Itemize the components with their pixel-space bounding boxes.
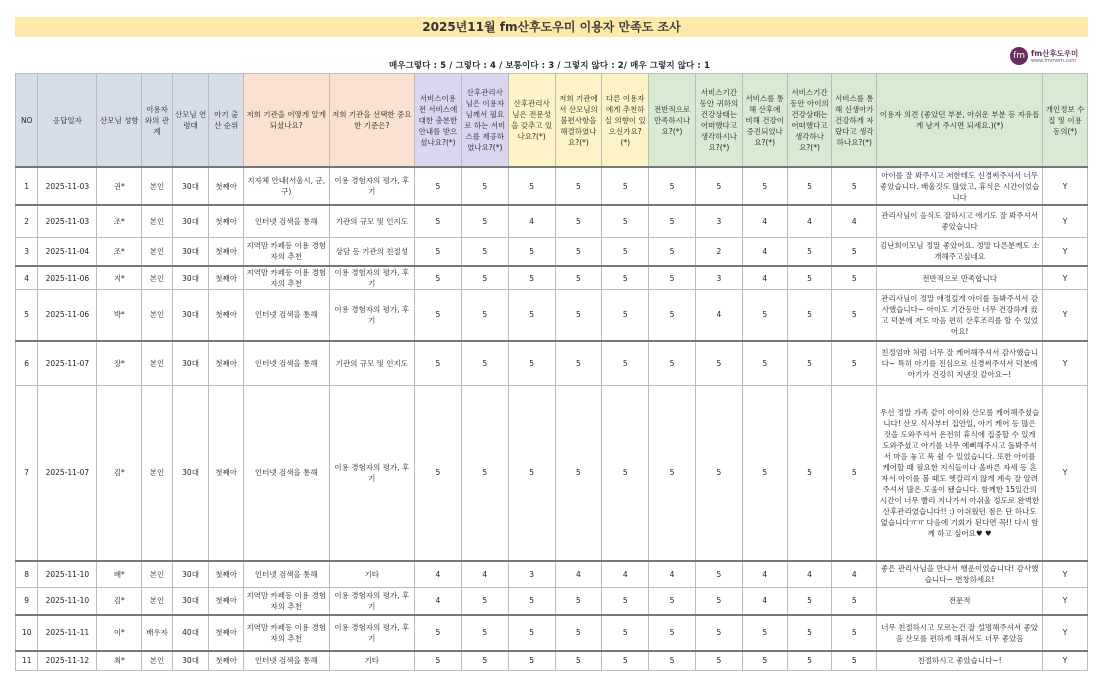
cell-score: 5 <box>602 167 649 205</box>
cell-date: 2025-11-03 <box>38 205 97 237</box>
cell-how-known: 지역맘 카페등 이용 경험자의 추천 <box>243 588 329 615</box>
cell-score: 4 <box>602 561 649 588</box>
cell-birth-order: 첫째아 <box>209 266 244 290</box>
table-row <box>16 561 1088 588</box>
cell-date: 2025-11-07 <box>38 341 97 386</box>
cell-score: 3 <box>695 266 742 290</box>
cell-score: 5 <box>555 341 602 386</box>
header-q5: 다른 이용자에게 추천하실 의향이 있으신가요?(*) <box>602 74 649 168</box>
cell-score: 5 <box>787 386 832 561</box>
cell-score: 5 <box>461 386 508 561</box>
cell-score: 5 <box>649 588 696 615</box>
cell-score: 5 <box>832 588 877 615</box>
cell-score: 5 <box>787 266 832 290</box>
cell-score: 5 <box>415 167 462 205</box>
cell-relation: 본인 <box>142 205 173 237</box>
cell-consent: Y <box>1043 167 1088 205</box>
cell-score: 5 <box>695 386 742 561</box>
cell-score: 5 <box>649 167 696 205</box>
cell-date: 2025-11-04 <box>38 237 97 266</box>
header-how-known: 저희 기관을 어떻게 알게 되셨나요? <box>243 74 329 168</box>
cell-opinion: 친절하시고 좋았습니다~! <box>877 651 1043 671</box>
cell-name: 조* <box>97 205 142 237</box>
cell-birth-order: 첫째아 <box>209 237 244 266</box>
cell-date: 2025-11-03 <box>38 167 97 205</box>
cell-consent: Y <box>1043 290 1088 341</box>
cell-no: 7 <box>16 386 38 561</box>
header-name: 산모님 성함 <box>97 74 142 168</box>
table-row <box>16 615 1088 651</box>
header-row <box>16 74 1088 168</box>
cell-consent: Y <box>1043 615 1088 651</box>
header-q3: 산후관리사님은 전문성을 갖추고 있나요?(*) <box>508 74 555 168</box>
cell-score: 5 <box>508 651 555 671</box>
cell-name: 김* <box>97 588 142 615</box>
cell-score: 5 <box>742 651 787 671</box>
cell-score: 5 <box>602 290 649 341</box>
cell-score: 4 <box>508 205 555 237</box>
cell-score: 5 <box>602 651 649 671</box>
cell-score: 5 <box>415 615 462 651</box>
cell-how-known: 인터넷 검색을 통해 <box>243 561 329 588</box>
cell-score: 5 <box>508 588 555 615</box>
cell-score: 3 <box>695 205 742 237</box>
cell-score: 5 <box>695 167 742 205</box>
cell-relation: 본인 <box>142 290 173 341</box>
cell-score: 5 <box>742 290 787 341</box>
cell-score: 5 <box>649 341 696 386</box>
cell-relation: 본인 <box>142 266 173 290</box>
cell-criteria: 상담 등 기관의 친절성 <box>329 237 415 266</box>
cell-how-known: 지역맘 카페등 이용 경험자의 추천 <box>243 266 329 290</box>
cell-score: 4 <box>415 561 462 588</box>
cell-opinion: 관리사님이 음식도 잘하시고 애기도 잘 봐주셔서 좋았습니다 <box>877 205 1043 237</box>
cell-criteria: 기관의 규모 및 인지도 <box>329 341 415 386</box>
cell-score: 4 <box>787 205 832 237</box>
cell-score: 5 <box>832 290 877 341</box>
cell-birth-order: 첫째아 <box>209 561 244 588</box>
cell-score: 5 <box>787 237 832 266</box>
cell-date: 2025-11-10 <box>38 588 97 615</box>
cell-score: 4 <box>742 588 787 615</box>
header-consent: 개인정보 수집 및 이용 동의(*) <box>1043 74 1088 168</box>
cell-date: 2025-11-12 <box>38 651 97 671</box>
cell-criteria: 기타 <box>329 651 415 671</box>
cell-opinion: 전문적 <box>877 588 1043 615</box>
cell-score: 5 <box>508 386 555 561</box>
cell-score: 5 <box>461 266 508 290</box>
cell-score: 5 <box>461 615 508 651</box>
cell-score: 5 <box>832 386 877 561</box>
cell-no: 10 <box>16 615 38 651</box>
cell-score: 4 <box>787 561 832 588</box>
cell-score: 5 <box>695 651 742 671</box>
cell-score: 3 <box>508 561 555 588</box>
cell-no: 3 <box>16 237 38 266</box>
cell-score: 5 <box>602 266 649 290</box>
cell-score: 5 <box>742 167 787 205</box>
cell-score: 5 <box>742 615 787 651</box>
cell-opinion: 김난희이모님 정말 좋았어요. 정말 다른분께도 소개해주고싶네요 <box>877 237 1043 266</box>
cell-no: 6 <box>16 341 38 386</box>
cell-criteria: 이용 경험자의 평가, 후기 <box>329 290 415 341</box>
cell-birth-order: 첫째아 <box>209 386 244 561</box>
header-q4: 저희 기관에서 산모님의 불편사항을 해결하였나요?(*) <box>555 74 602 168</box>
cell-relation: 본인 <box>142 386 173 561</box>
cell-score: 5 <box>461 290 508 341</box>
cell-score: 5 <box>649 205 696 237</box>
cell-score: 4 <box>461 561 508 588</box>
header-q9: 서비스기간 동안 아이의 건강상태는 어떠했다고 생각하나요?(*) <box>787 74 832 168</box>
cell-relation: 본인 <box>142 651 173 671</box>
cell-name: 조* <box>97 237 142 266</box>
cell-score: 4 <box>832 205 877 237</box>
cell-name: 지* <box>97 266 142 290</box>
cell-score: 5 <box>555 266 602 290</box>
cell-score: 5 <box>695 615 742 651</box>
cell-score: 5 <box>602 237 649 266</box>
cell-score: 5 <box>508 266 555 290</box>
cell-score: 5 <box>742 341 787 386</box>
cell-score: 5 <box>555 588 602 615</box>
header-relation: 이용자와의 관계 <box>142 74 173 168</box>
survey-title: 2025년11월 fm산후도우미 이용자 만족도 조사 <box>15 17 1088 37</box>
cell-consent: Y <box>1043 266 1088 290</box>
cell-how-known: 인터넷 검색을 통해 <box>243 205 329 237</box>
cell-score: 5 <box>461 341 508 386</box>
cell-score: 5 <box>461 167 508 205</box>
cell-how-known: 인터넷 검색을 통해 <box>243 290 329 341</box>
cell-name: 최* <box>97 651 142 671</box>
header-q6: 전반적으로 만족하시나요?(*) <box>649 74 696 168</box>
cell-score: 5 <box>602 386 649 561</box>
cell-score: 4 <box>742 237 787 266</box>
table-row <box>16 266 1088 290</box>
cell-opinion: 관리사님이 정말 애정깊게 아이를 돌봐주셔서 감사했습니다~ 아이도 기간동안 너무 건강하게 컸고 덕분에 저도 마음 편히 산후조리를 할 수 있었어요! <box>877 290 1043 341</box>
table-row <box>16 290 1088 341</box>
cell-date: 2025-11-06 <box>38 290 97 341</box>
cell-score: 4 <box>649 561 696 588</box>
survey-body <box>16 167 1088 671</box>
cell-age: 30대 <box>172 266 209 290</box>
cell-score: 5 <box>649 651 696 671</box>
cell-criteria: 이용 경험자의 평가, 후기 <box>329 266 415 290</box>
cell-birth-order: 첫째아 <box>209 588 244 615</box>
cell-criteria: 이용 경험자의 평가, 후기 <box>329 588 415 615</box>
cell-date: 2025-11-10 <box>38 561 97 588</box>
cell-opinion: 너무 친절하시고 모르는건 잘 설명해주셔서 좋았음 산모를 편하게 해줘서도 너무 좋았음 <box>877 615 1043 651</box>
cell-name: 배* <box>97 561 142 588</box>
cell-opinion: 친정엄마 처럼 너무 잘 케어해주셔서 감사했습니다~ 특히 아기를 진심으로 신경써주셔서 덕분에 아기가 건강히 지낸것 같아요~! <box>877 341 1043 386</box>
cell-score: 5 <box>695 341 742 386</box>
cell-score: 5 <box>787 290 832 341</box>
cell-score: 5 <box>461 651 508 671</box>
cell-score: 2 <box>695 237 742 266</box>
cell-relation: 본인 <box>142 341 173 386</box>
cell-consent: Y <box>1043 588 1088 615</box>
cell-score: 5 <box>787 167 832 205</box>
cell-score: 4 <box>695 290 742 341</box>
cell-no: 11 <box>16 651 38 671</box>
header-no: NO <box>16 74 38 168</box>
header-opinion: 이용자 의견 (좋았던 부분, 아쉬운 부분 등 자유롭게 남겨 주시면 되세요.)(*) <box>877 74 1043 168</box>
header-q1: 서비스이용 전 서비스에 대한 충분한 안내를 받으셨나요?(*) <box>415 74 462 168</box>
cell-score: 5 <box>649 266 696 290</box>
cell-score: 5 <box>602 588 649 615</box>
cell-score: 4 <box>742 561 787 588</box>
cell-how-known: 지역맘 카페등 이용 경험자의 추천 <box>243 615 329 651</box>
cell-score: 5 <box>649 290 696 341</box>
logo-name: fm산후도우미 <box>1031 49 1079 58</box>
cell-criteria: 기관의 규모 및 인지도 <box>329 205 415 237</box>
cell-name: 김* <box>97 386 142 561</box>
cell-score: 5 <box>508 341 555 386</box>
cell-how-known: 인터넷 검색을 통해 <box>243 386 329 561</box>
cell-name: 장* <box>97 341 142 386</box>
cell-score: 5 <box>555 615 602 651</box>
cell-how-known: 지자체 안내(서울시, 군,구) <box>243 167 329 205</box>
cell-score: 5 <box>508 237 555 266</box>
cell-consent: Y <box>1043 386 1088 561</box>
cell-no: 1 <box>16 167 38 205</box>
table-row <box>16 167 1088 205</box>
cell-score: 4 <box>415 588 462 615</box>
cell-birth-order: 첫째아 <box>209 290 244 341</box>
rating-scale-note: 매우그렇다 : 5 / 그렇다 : 4 / 보통이다 : 3 / 그렇지 않다 : 2/ 매우 그렇지 않다 : 1 <box>388 61 711 71</box>
cell-score: 5 <box>415 290 462 341</box>
cell-age: 30대 <box>172 237 209 266</box>
cell-consent: Y <box>1043 561 1088 588</box>
cell-score: 5 <box>832 341 877 386</box>
cell-opinion: 전반적으로 만족합니다 <box>877 266 1043 290</box>
cell-criteria: 이용 경험자의 평가, 후기 <box>329 167 415 205</box>
cell-date: 2025-11-07 <box>38 386 97 561</box>
header-q7: 서비스기간 동안 귀하의 건강상태는 어떠했다고 생각하시나요?(*) <box>695 74 742 168</box>
cell-score: 5 <box>555 651 602 671</box>
cell-score: 5 <box>415 651 462 671</box>
cell-score: 4 <box>742 266 787 290</box>
cell-age: 30대 <box>172 386 209 561</box>
cell-birth-order: 첫째아 <box>209 615 244 651</box>
cell-score: 5 <box>508 167 555 205</box>
cell-age: 30대 <box>172 588 209 615</box>
cell-score: 4 <box>555 561 602 588</box>
cell-name: 권* <box>97 167 142 205</box>
cell-age: 30대 <box>172 167 209 205</box>
cell-score: 5 <box>787 615 832 651</box>
cell-relation: 본인 <box>142 167 173 205</box>
cell-score: 4 <box>742 205 787 237</box>
cell-relation: 본인 <box>142 561 173 588</box>
cell-score: 5 <box>832 651 877 671</box>
cell-score: 5 <box>832 167 877 205</box>
cell-score: 5 <box>649 615 696 651</box>
header-date: 응답일자 <box>38 74 97 168</box>
cell-consent: Y <box>1043 237 1088 266</box>
cell-score: 5 <box>415 341 462 386</box>
cell-no: 2 <box>16 205 38 237</box>
cell-name: 박* <box>97 290 142 341</box>
cell-opinion: 우선 정말 가족 같이 아이와 산모를 케어해주셨습니다! 산모 식사부터 집안일, 아기 케어 등 많은 것을 도와주셔서 온전히 휴식에 집중할 수 있게 도와주셨고 아기를 너무 예뻐해주시고 돌봐주셔서 마음 놓고 푹 쉴 수 있었습니다. 또한 아이를 케어할 때 필요한 지식들이나 올바른 자세 등 혼자서 아이를 볼 때도 헷갈리지 않게 계속 잘 알려주셔서 많은 도움이 됐습니다. 함께한 15일간의 시간이 너무 빨리 지나가서 아쉬울 정도로 완벽한 산후관리였습니다!! :) 아쉬웠던 점은 단 하나도 없습니다ㅠㅠ 다음에 기회가 된다면 꼭!! 다시 함께 하고 싶어요♥ ♥ <box>877 386 1043 561</box>
cell-score: 5 <box>555 167 602 205</box>
cell-score: 5 <box>415 266 462 290</box>
cell-criteria: 이용 경험자의 평가, 후기 <box>329 386 415 561</box>
table-row <box>16 386 1088 561</box>
cell-score: 5 <box>787 341 832 386</box>
cell-criteria: 이용 경험자의 평가, 후기 <box>329 615 415 651</box>
cell-birth-order: 첫째아 <box>209 167 244 205</box>
cell-how-known: 인터넷 검색을 통해 <box>243 651 329 671</box>
cell-score: 4 <box>832 561 877 588</box>
cell-score: 5 <box>602 341 649 386</box>
table-row <box>16 341 1088 386</box>
cell-score: 5 <box>787 588 832 615</box>
cell-name: 이* <box>97 615 142 651</box>
cell-consent: Y <box>1043 341 1088 386</box>
table-row <box>16 205 1088 237</box>
cell-score: 5 <box>832 615 877 651</box>
cell-score: 5 <box>555 386 602 561</box>
cell-date: 2025-11-06 <box>38 266 97 290</box>
header-q8: 서비스를 통해 산후에 비해 건강이 증진되었나요?(*) <box>742 74 787 168</box>
brand-logo <box>1010 47 1090 69</box>
cell-how-known: 인터넷 검색을 통해 <box>243 341 329 386</box>
cell-age: 30대 <box>172 561 209 588</box>
cell-score: 5 <box>415 386 462 561</box>
cell-score: 5 <box>602 615 649 651</box>
cell-age: 40대 <box>172 615 209 651</box>
cell-score: 5 <box>695 588 742 615</box>
cell-score: 5 <box>787 651 832 671</box>
cell-score: 5 <box>695 561 742 588</box>
header-birth-order: 아기 출산 순위 <box>209 74 244 168</box>
logo-mark-icon: fm <box>1010 47 1028 65</box>
cell-consent: Y <box>1043 651 1088 671</box>
header-q10: 서비스를 통해 신생아가 건강하게 자랐다고 생각하나요?(*) <box>832 74 877 168</box>
cell-score: 5 <box>742 386 787 561</box>
cell-score: 5 <box>508 615 555 651</box>
cell-no: 9 <box>16 588 38 615</box>
cell-how-known: 지역맘 카페등 이용 경험자의 추천 <box>243 237 329 266</box>
cell-relation: 배우자 <box>142 615 173 651</box>
cell-score: 5 <box>649 237 696 266</box>
logo-url: www.fmmom.com <box>1031 58 1077 64</box>
cell-score: 5 <box>461 205 508 237</box>
cell-score: 5 <box>415 205 462 237</box>
cell-no: 5 <box>16 290 38 341</box>
cell-score: 5 <box>555 237 602 266</box>
cell-consent: Y <box>1043 205 1088 237</box>
cell-birth-order: 첫째아 <box>209 651 244 671</box>
cell-relation: 본인 <box>142 237 173 266</box>
cell-no: 8 <box>16 561 38 588</box>
table-row <box>16 588 1088 615</box>
cell-relation: 본인 <box>142 588 173 615</box>
cell-score: 5 <box>461 237 508 266</box>
cell-age: 30대 <box>172 341 209 386</box>
cell-criteria: 기타 <box>329 561 415 588</box>
cell-opinion: 아이를 잘 봐주시고 저한테도 신경써주셔서 너무 좋았습니다. 배울것도 많았고, 휴식은 시간이었습니다 <box>877 167 1043 205</box>
cell-score: 5 <box>461 588 508 615</box>
table-row <box>16 237 1088 266</box>
cell-score: 5 <box>555 205 602 237</box>
cell-score: 5 <box>832 237 877 266</box>
table-row <box>16 651 1088 671</box>
cell-score: 5 <box>649 386 696 561</box>
cell-score: 5 <box>832 266 877 290</box>
cell-score: 5 <box>555 290 602 341</box>
cell-score: 5 <box>508 290 555 341</box>
cell-birth-order: 첫째아 <box>209 341 244 386</box>
cell-opinion: 좋은 관리사님을 만나서 행운이었습니다! 감사했습니다~ 번창하세요! <box>877 561 1043 588</box>
cell-no: 4 <box>16 266 38 290</box>
cell-score: 5 <box>415 237 462 266</box>
header-q2: 산후관리사님은 이용자님께서 필요로 하는 서비스를 제공하였나요?(*) <box>461 74 508 168</box>
cell-age: 30대 <box>172 205 209 237</box>
survey-table <box>15 73 1088 671</box>
cell-age: 30대 <box>172 290 209 341</box>
cell-score: 5 <box>602 205 649 237</box>
cell-birth-order: 첫째아 <box>209 205 244 237</box>
header-criteria: 저희 기관을 선택한 중요한 기준은? <box>329 74 415 168</box>
header-age: 산모님 연령대 <box>172 74 209 168</box>
cell-date: 2025-11-11 <box>38 615 97 651</box>
cell-age: 30대 <box>172 651 209 671</box>
